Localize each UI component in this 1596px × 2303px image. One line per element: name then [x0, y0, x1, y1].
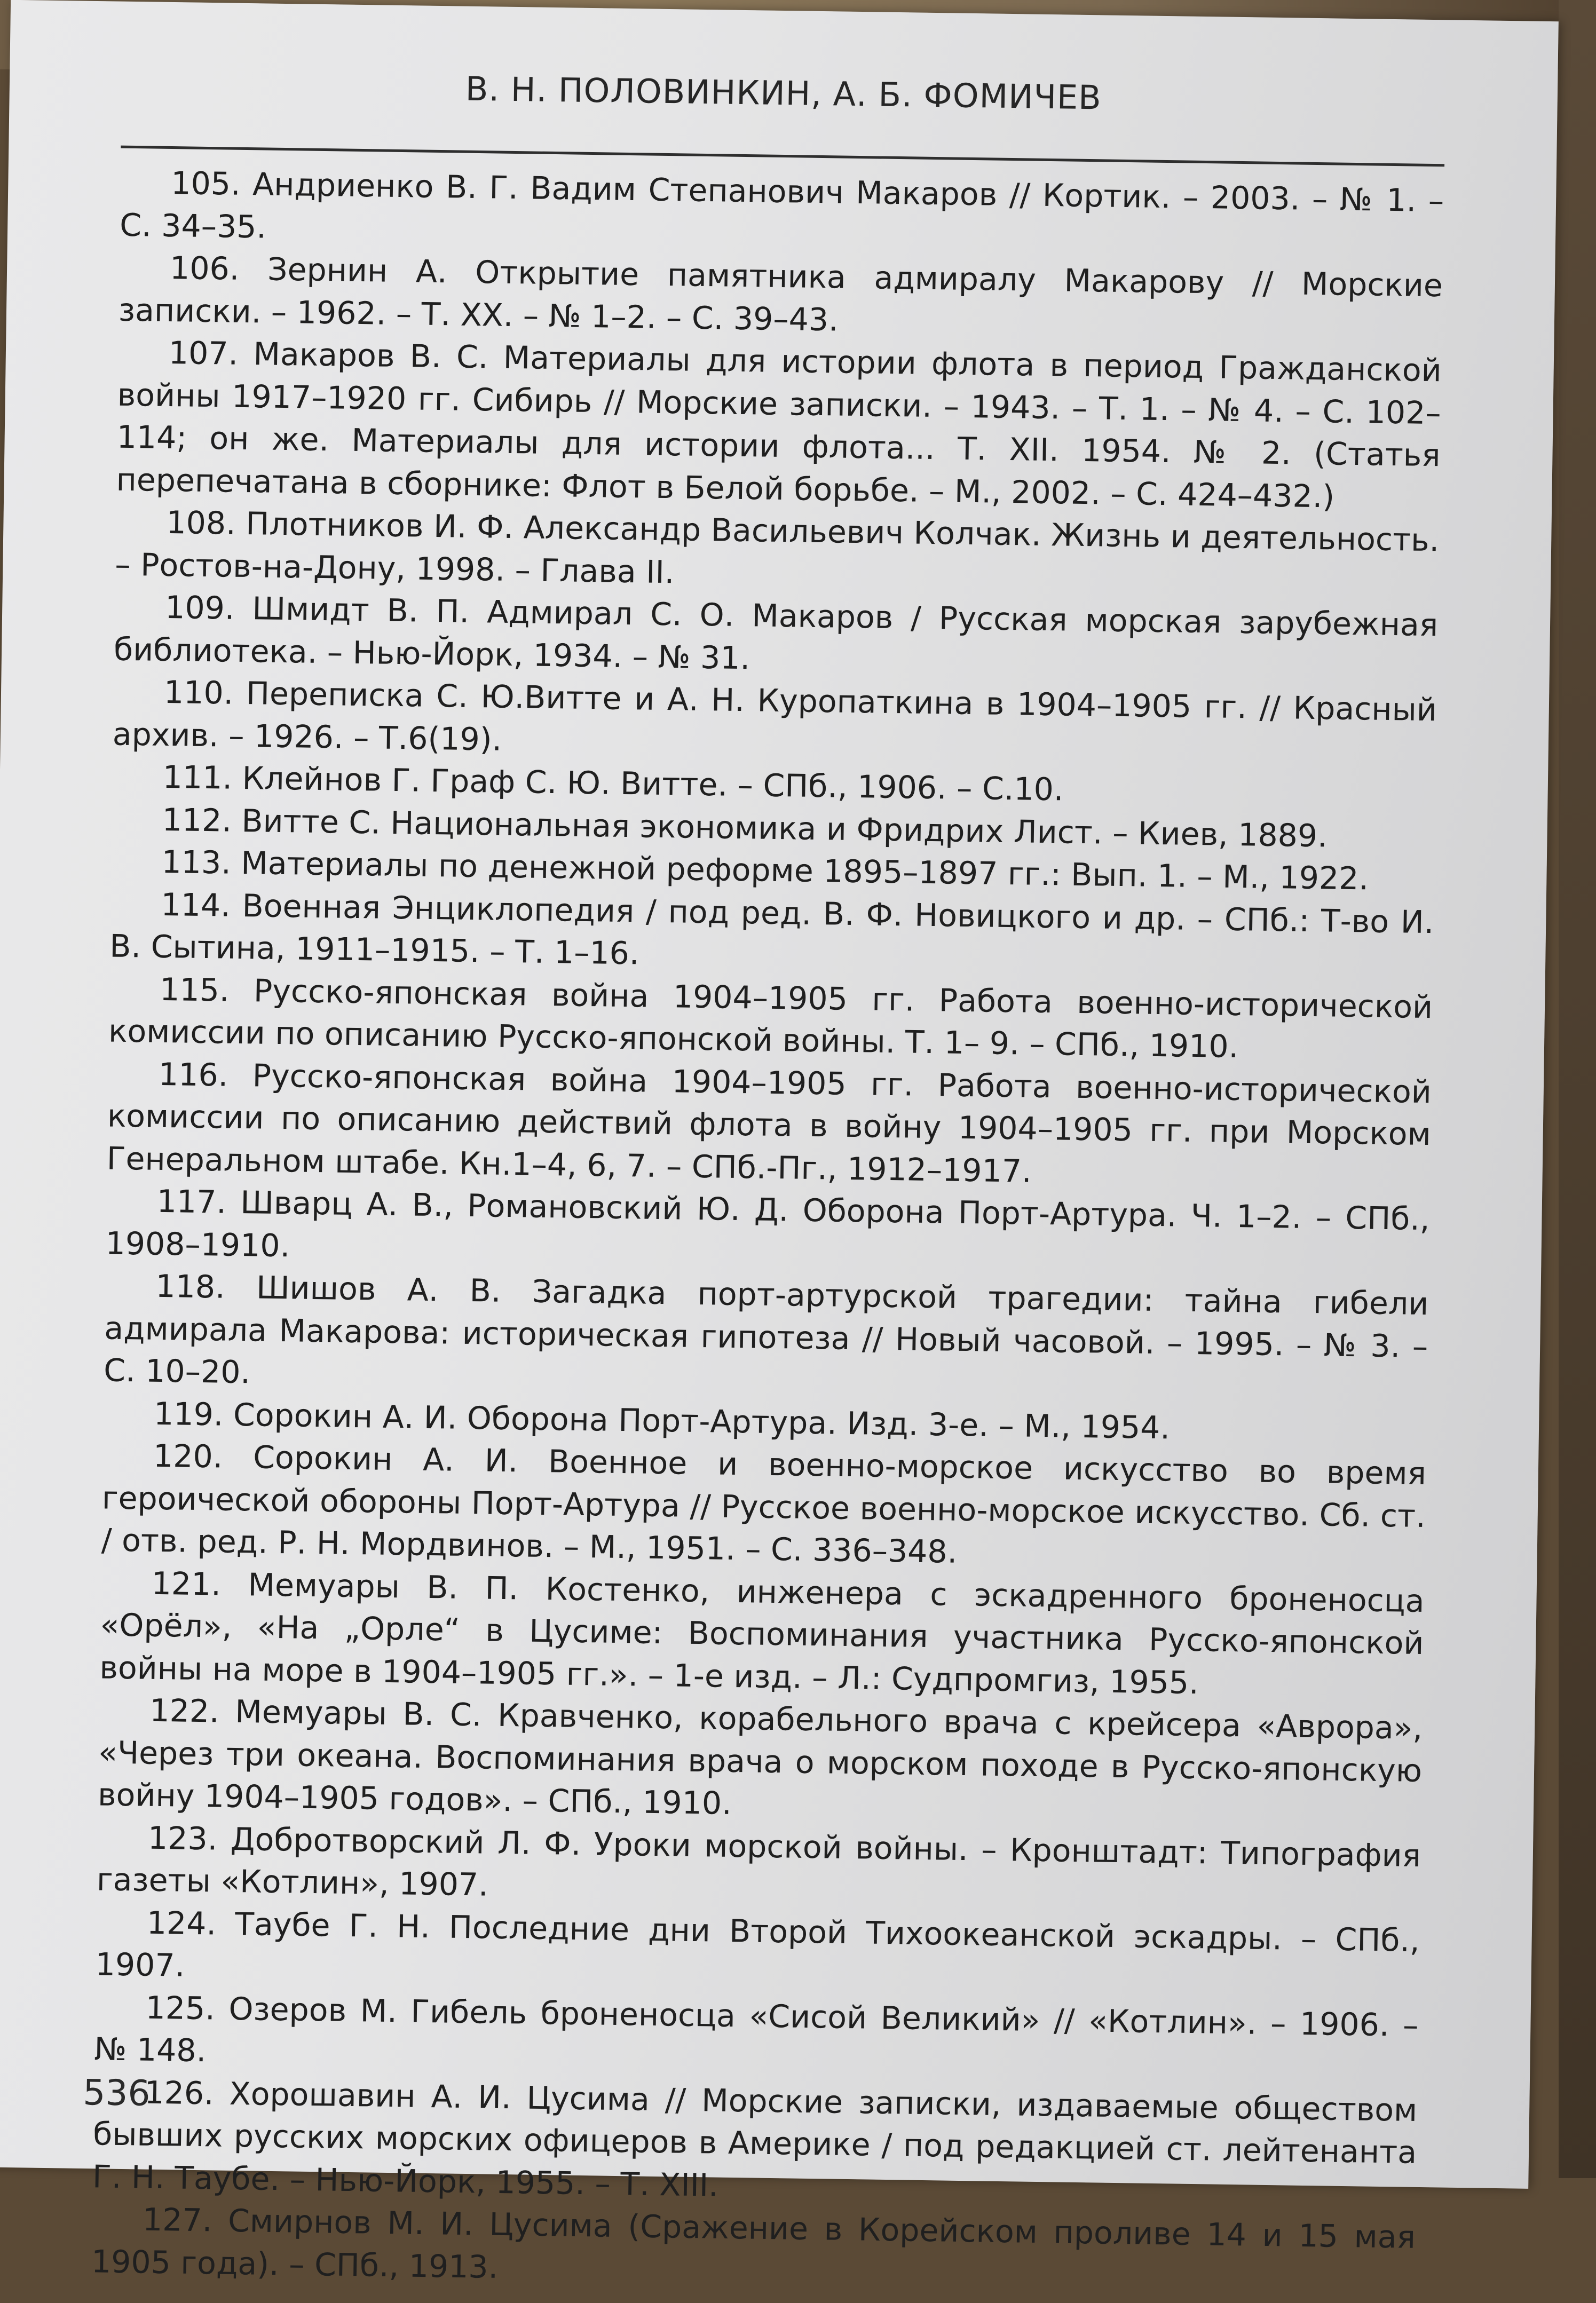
reference-124: 124. Таубе Г. Н. Последние дни Второй Тихоокеанской эскадры. – СПб., 1907.	[95, 1904, 1420, 1984]
reference-119: 119. Сорокин А. И. Оборона Порт-Артура. Изд. 3-е. – М., 1954.	[153, 1395, 1171, 1446]
reference-110: 110. Переписка С. Ю.Витте и А. Н. Куропаткина в 1904–1905 гг. // Красный архив. – 1926. – Т.6(19).	[112, 674, 1437, 758]
reference-106: 106. Зернин А. Открытие памятника адмиралу Макарову // Морские записки. – 1962. – Т. XX. – № 1–2. – С. 39–43.	[118, 249, 1443, 338]
reference-118: 118. Шишов А. В. Загадка порт-артурской трагедии: тайна гибели адмирала Макарова: историческая гипотеза // Новый часовой. – 1995. – № 3. – С. 10–20.	[103, 1268, 1429, 1391]
reference-107: 107. Макаров В. С. Материалы для истории флота в период Гражданской войны 1917–1920 гг. Сибирь // Морские записки. – 1943. – Т. 1. – № 4. – С. 102–114; он же. Материалы для истории флота... Т. XII. 1954. № 2. (Статья перепечатана в сборнике: Флот в Белой борьбе. – М., 2002. – С. 424–432.)	[116, 334, 1442, 515]
reference-127: 127. Смирнов М. И. Цусима (Сражение в Корейском проливе 14 и 15 мая 1905 года). – СПб., 1913.	[91, 2201, 1416, 2285]
reference-108: 108. Плотников И. Ф. Александр Васильевич Колчак. Жизнь и деятельность. – Ростов-на-Дону, 1998. – Глава II.	[114, 504, 1440, 590]
reference-114: 114. Военная Энциклопедия / под ред. В. Ф. Новицкого и др. – СПб.: Т-во И. В. Сытина, 1911–1915. – Т. 1–16.	[109, 886, 1434, 972]
reference-115: 115. Русско-японская война 1904–1905 гг. Работа военно-исторической комиссии по описанию Русско-японской войны. Т. 1– 9. – СПб., 1910.	[108, 971, 1433, 1065]
reference-116: 116. Русско-японская война 1904–1905 гг. Работа военно-исторической комиссии по описанию действий флота в войну 1904–1905 гг. при Морском Генеральном штабе. Кн.1–4, 6, 7. – СПб.-Пг., 1912–1917.	[106, 1056, 1432, 1190]
reference-113: 113. Материалы по денежной реформе 1895–1897 гг.: Вып. 1. – М., 1922.	[161, 843, 1369, 897]
reference-105: 105. Андриенко В. Г. Вадим Степанович Макаров // Кортик. – 2003. – № 1. – С. 34–35.	[119, 164, 1444, 245]
reference-125: 125. Озеров М. Гибель броненосца «Сисой Великий» // «Котлин». – 1906. – № 148.	[94, 1989, 1419, 2069]
reference-109: 109. Шмидт В. П. Адмирал С. О. Макаров / Русская морская зарубежная библиотека. – Нью-Йорк, 1934. – № 31.	[113, 589, 1439, 676]
reference-list	[91, 162, 1444, 2301]
running-head: В. Н. ПОЛОВИНКИН, А. Б. ФОМИЧЕВ	[465, 69, 1102, 117]
header-rule	[121, 146, 1444, 167]
reference-112: 112. Витте С. Национальная экономика и Фридрих Лист. – Киев, 1889.	[162, 801, 1328, 854]
reference-122: 122. Мемуары В. С. Кравченко, корабельного врача с крейсера «Аврора», «Через три океана. Воспоминания врача о морском походе в Русско-японскую войну 1904–1905 годов». – СПб., 1910.	[97, 1692, 1423, 1822]
page-number: 536	[82, 2072, 151, 2114]
reference-123: 123. Добротворский Л. Ф. Уроки морской войны. – Кронштадт: Типография газеты «Котлин», 1907.	[96, 1819, 1421, 1903]
book-background-right	[1559, 0, 1596, 2178]
reference-126: 126. Хорошавин А. И. Цусима // Морские записки, издаваемые обществом бывших русских морских офицеров в Америке / под редакцией ст. лейтенанта Г. Н. Таубе. – Нью-Йорк, 1955. – Т. XIII.	[92, 2074, 1418, 2204]
reference-120: 120. Сорокин А. И. Военное и военно-морское искусство во время героической обороны Порт-Артура // Русское военно-морское искусство. Сб. ст. / отв. ред. Р. Н. Мордвинов. – М., 1951. – С. 336–348.	[101, 1437, 1427, 1570]
reference-111: 111. Клейнов Г. Граф С. Ю. Витте. – СПб., 1906. – С.10.	[162, 758, 1064, 808]
reference-117: 117. Шварц А. В., Романовский Ю. Д. Оборона Порт-Артура. Ч. 1–2. – СПб., 1908–1910.	[105, 1183, 1430, 1264]
reference-121: 121. Мемуары В. П. Костенко, инженера с эскадренного броненосца «Орёл», «На „Орле“ в Цусиме: Воспоминания участника Русско-японской войны на море в 1904–1905 гг.». – 1-е изд. – Л.: Судпромгиз, 1955.	[99, 1565, 1425, 1701]
